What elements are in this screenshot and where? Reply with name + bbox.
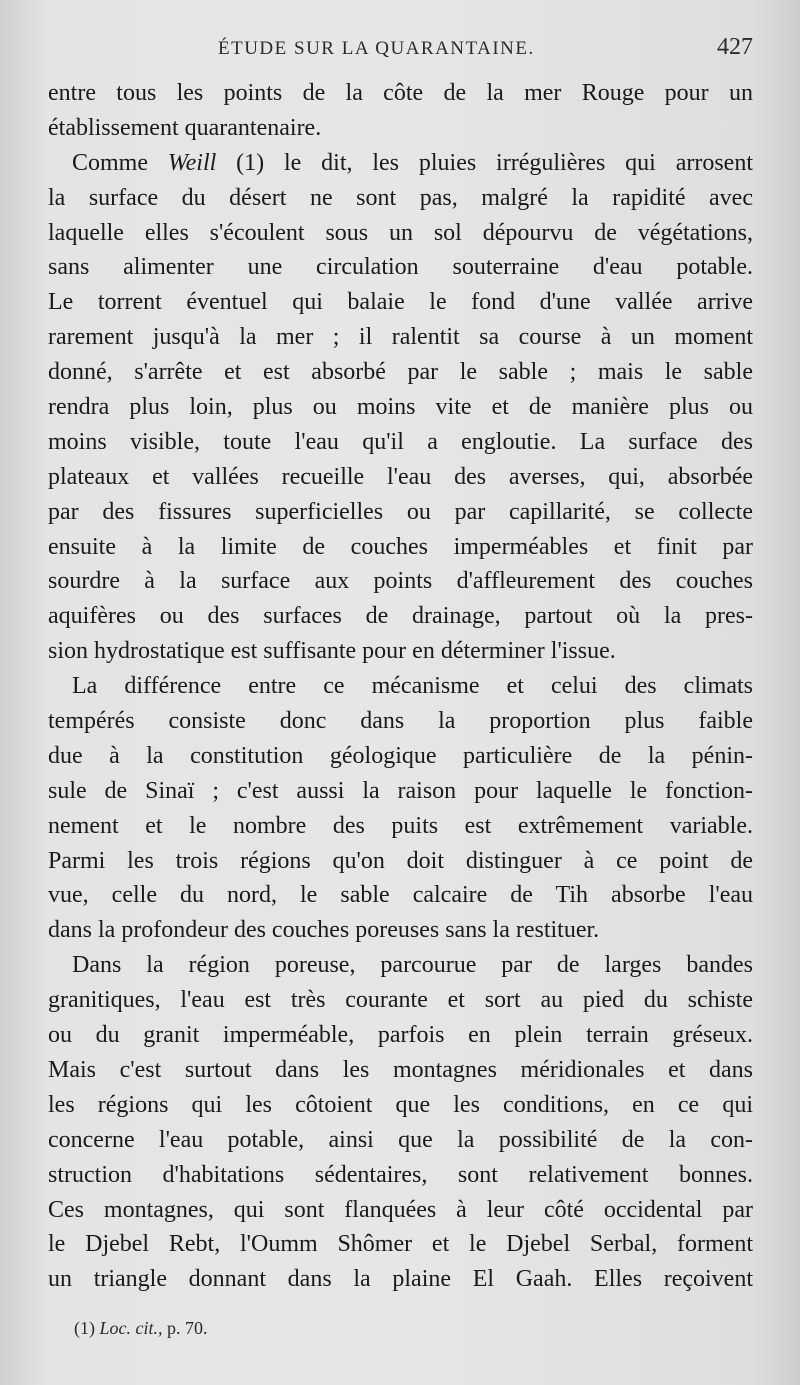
text-line: La différence entre ce mécanisme et celui des climats	[72, 673, 753, 700]
text-line: établissement quarantenaire.	[48, 114, 322, 141]
text-line: plateaux et vallées recueille l'eau des averses, qui, absorbée	[48, 463, 753, 490]
text-line: Mais c'est surtout dans les montagnes méridionales et dans	[48, 1056, 753, 1083]
footnote	[74, 1318, 208, 1339]
footnote-citation: Loc. cit.,	[99, 1318, 163, 1338]
text-line: ou du granit imperméable, parfois en plein terrain gréseux.	[48, 1022, 753, 1049]
footnote-marker: (1)	[74, 1318, 95, 1338]
footnote-page: p. 70.	[167, 1318, 208, 1338]
text-line: un triangle donnant dans la plaine El Gaah. Elles reçoivent	[48, 1266, 753, 1293]
text-line: struction d'habitations sédentaires, sont relativement bonnes.	[48, 1161, 753, 1188]
text-line: sion hydrostatique est suffisante pour en déterminer l'issue.	[48, 638, 616, 665]
text-line: concerne l'eau potable, ainsi que la possibilité de la con-	[48, 1126, 753, 1153]
text-line: par des fissures superficielles ou par capillarité, se collecte	[48, 498, 753, 525]
text-line: sule de Sinaï ; c'est aussi la raison pour laquelle le fonction-	[48, 777, 753, 804]
text-line: dans la profondeur des couches poreuses sans la restituer.	[48, 917, 600, 944]
text-line: moins visible, toute l'eau qu'il a engloutie. La surface des	[48, 428, 753, 455]
text-line: la surface du désert ne sont pas, malgré la rapidité avec	[48, 184, 753, 211]
author-name: Weill	[167, 149, 217, 176]
text-line: Parmi les trois régions qu'on doit distinguer à ce point de	[48, 847, 753, 874]
text-line: ensuite à la limite de couches imperméables et finit par	[48, 533, 753, 560]
text-line: le Djebel Rebt, l'Oumm Shômer et le Djebel Serbal, forment	[48, 1231, 753, 1258]
body-text	[48, 76, 753, 1297]
text-line: granitiques, l'eau est très courante et sort au pied du schiste	[48, 987, 753, 1014]
text-line: Ces montagnes, qui sont flanquées à leur côté occidental par	[48, 1196, 753, 1223]
text-line: laquelle elles s'écoulent sous un sol dépourvu de végétations,	[48, 219, 753, 246]
text-line: rendra plus loin, plus ou moins vite et de manière plus ou	[48, 394, 753, 421]
text-line: Le torrent éventuel qui balaie le fond d'une vallée arrive	[48, 289, 753, 316]
text-line: sans alimenter une circulation souterraine d'eau potable.	[48, 254, 753, 281]
text-line: aquifères ou des surfaces de drainage, partout où la pres-	[48, 603, 753, 630]
text-line: Dans la région poreuse, parcourue par de larges bandes	[72, 952, 753, 979]
text-line: Comme Weill (1) le dit, les pluies irrégulières qui arrosent	[72, 149, 754, 176]
text-line: les régions qui les côtoient que les conditions, en ce qui	[48, 1091, 753, 1118]
text-line: tempérés consiste donc dans la proportion plus faible	[48, 708, 753, 735]
page-number: 427	[717, 34, 753, 60]
text-line: donné, s'arrête et est absorbé par le sable ; mais le sable	[48, 359, 753, 386]
text-line: nement et le nombre des puits est extrêmement variable.	[48, 812, 753, 839]
text-line: entre tous les points de la côte de la mer Rouge pour un	[48, 80, 753, 106]
running-head: ÉTUDE SUR LA QUARANTAINE.	[218, 38, 535, 59]
text-line: rarement jusqu'à la mer ; il ralentit sa course à un moment	[48, 324, 753, 351]
text-line: due à la constitution géologique particulière de la pénin-	[48, 742, 753, 769]
page-header	[48, 30, 753, 70]
text-line: sourdre à la surface aux points d'affleurement des couches	[48, 568, 753, 595]
text-line: vue, celle du nord, le sable calcaire de Tih absorbe l'eau	[48, 882, 753, 909]
